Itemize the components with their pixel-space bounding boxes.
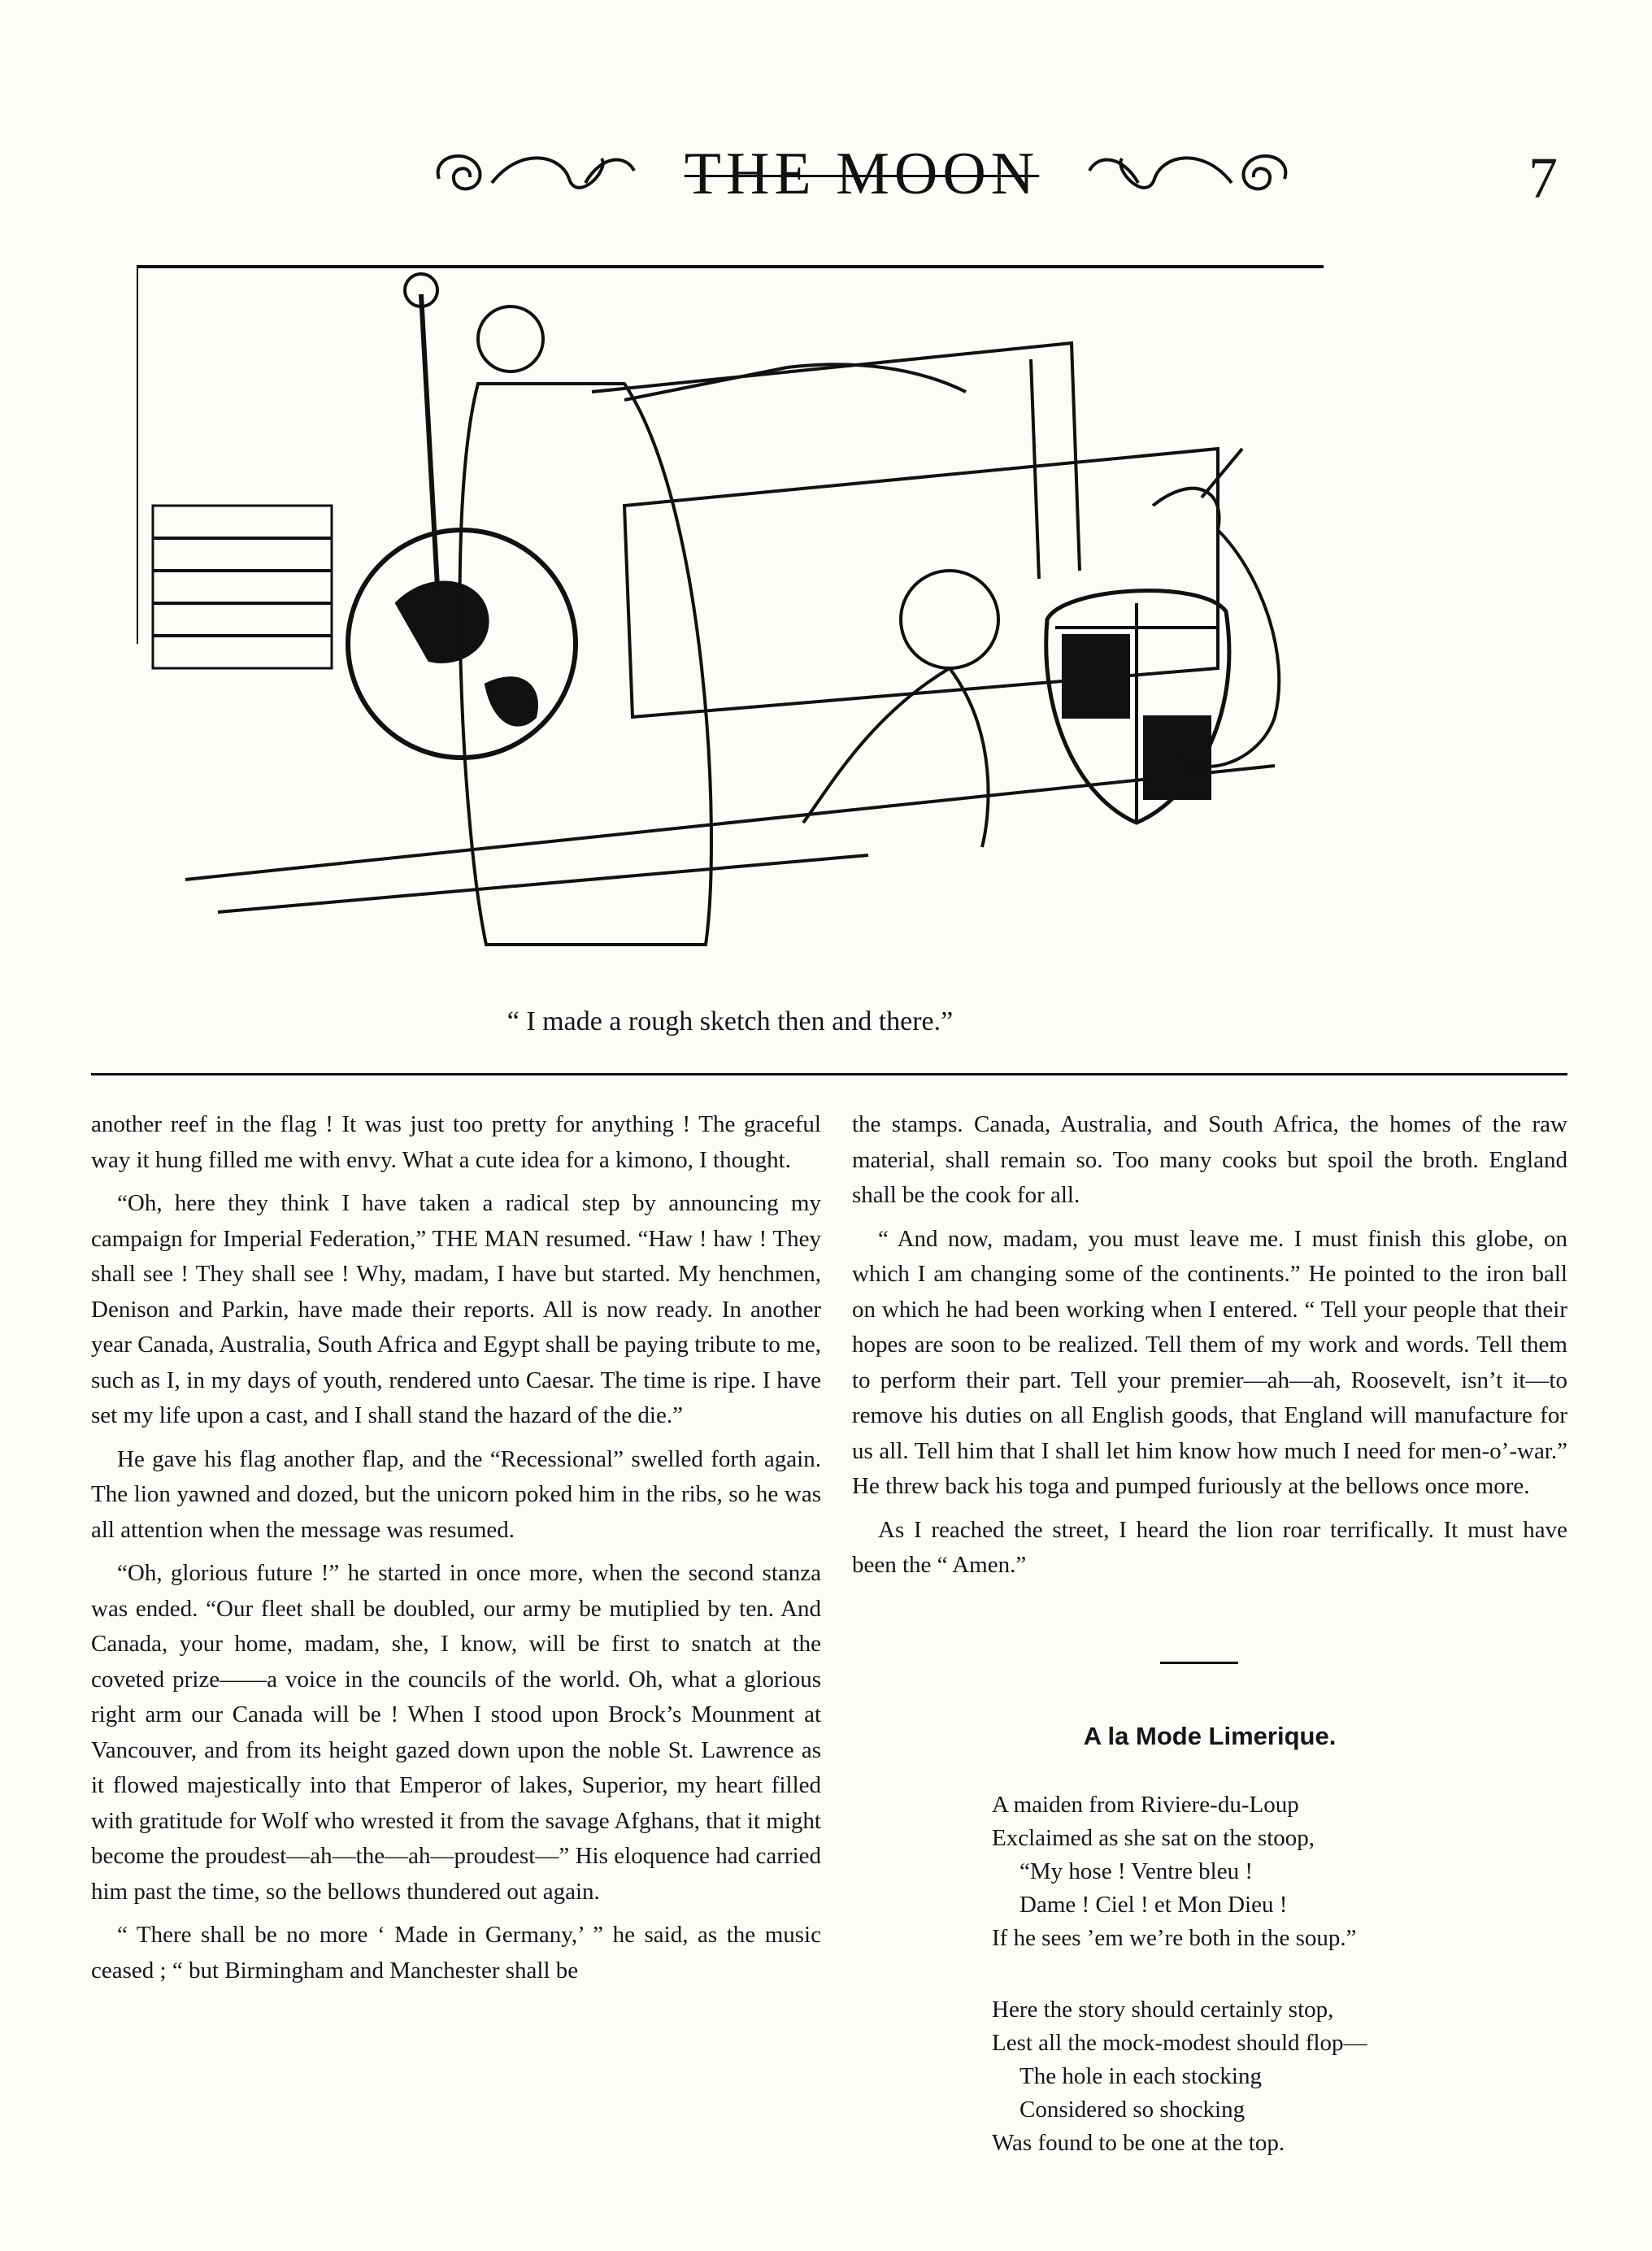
poem-stanza-2 xyxy=(992,1993,1561,2160)
right-column xyxy=(852,1107,1567,1592)
poem-line: A maiden from Riviere-du-Loup xyxy=(992,1792,1299,1818)
paragraph: “ And now, madam, you must leave me. I must finish this globe, on which I am changing some of the continents.” He pointed to the iron ball on which he had been working when I entered. “ Tell your people that their hopes are soon to be realized. Tell them of my work and words. Tell them to perform their part. Tell your premier—ah—ah, Roosevelt, isn’t it—to remove his duties on all English goods, that England will manufacture for us all. Tell him that I shall let him know how much I need for men-o’-war.” He threw back his toga and pumped furiously at the bellows once more. xyxy=(852,1225,1567,1499)
illustration-caption: “ I made a rough sketch then and there.” xyxy=(506,1006,954,1036)
paragraph: “Oh, glorious future !” he started in once more, when the second stanza was ended. “Our fleet shall be doubled, our army be mutiplied by ten. And Canada, your home, madam, she, I know, will be first to snatch at the coveted prize——a voice in the councils of the world. Oh, what a glorious right arm our Canada will be ! When I stood upon Brock’s Mounment at Vancouver, and from its height gazed down upon the noble St. Lawrence as it flowed majestically into that Emperor of lakes, Superior, my heart filled with gratitude for Wolf who wrested it from the savage Afghans, that it might become the proudest—ah—the—ah—proudest—” His eloquence had carried him past the time, so the bellows thundered out again. xyxy=(91,1560,821,1905)
paragraph: “Oh, here they think I have taken a radical step by announcing my campaign for Imperial Federation,” THE MAN resumed. “Haw ! haw ! They shall see ! They shall see ! Why, madam, I have but started. My henchmen, Denison and Parkin, have made their reports. All is now ready. In another year Canada, Australia, South Africa and Egypt shall be paying tribute to me, such as I, in my days of youth, rendered unto Caesar. The time is ripe. I have set my life upon a cast, and I shall stand the hazard of the die.” xyxy=(91,1190,821,1428)
poem-line: The hole in each stocking xyxy=(1019,2063,1262,2089)
poem-title: A la Mode Limerique. xyxy=(1083,1722,1337,1750)
poem-line: Here the story should certainly stop, xyxy=(992,1997,1334,2023)
page-number: 7 xyxy=(1528,146,1558,211)
poem-line: Dame ! Ciel ! et Mon Dieu ! xyxy=(1019,1892,1288,1918)
cartoon-illustration xyxy=(137,262,1324,977)
caption-divider xyxy=(91,1073,1567,1076)
paragraph: He gave his flag another flap, and the “Recessional” swelled forth again. The lion yawned and dozed, but the unicorn poked him in the ribs, so he was all attention when the message was resumed. xyxy=(91,1445,821,1543)
paragraph: the stamps. Canada, Australia, and South Africa, the homes of the raw material, shall remain so. Too many cooks but spoil the broth. England shall be the cook for all. xyxy=(852,1111,1567,1208)
masthead-title: THE MOON xyxy=(684,141,1040,207)
poem-line: If he sees ’em we’re both in the soup.” xyxy=(992,1925,1357,1951)
poem-line: Considered so shocking xyxy=(1019,2097,1246,2123)
masthead xyxy=(423,122,1301,219)
poem-line: Exclaimed as she sat on the stoop, xyxy=(992,1825,1315,1851)
paragraph: another reef in the flag ! It was just too pretty for anything ! The graceful way it hung filled me with envy. What a cute idea for a kimono, I thought. xyxy=(91,1111,821,1173)
poem-line: Was found to be one at the top. xyxy=(992,2130,1285,2156)
left-column xyxy=(91,1107,821,1997)
poem-line: Lest all the mock-modest should flop— xyxy=(992,2030,1367,2056)
poem-line: “My hose ! Ventre bleu ! xyxy=(1019,1858,1253,1884)
section-divider xyxy=(1160,1662,1238,1664)
poem-stanza-1 xyxy=(992,1788,1561,1955)
paragraph: “ There shall be no more ‘ Made in Germany,’ ” he said, as the music ceased ; “ but Birmingham and Manchester shall be xyxy=(91,1922,821,1984)
paragraph: As I reached the street, I heard the lion roar terrifically. It must have been the “ Amen.” xyxy=(852,1516,1567,1578)
